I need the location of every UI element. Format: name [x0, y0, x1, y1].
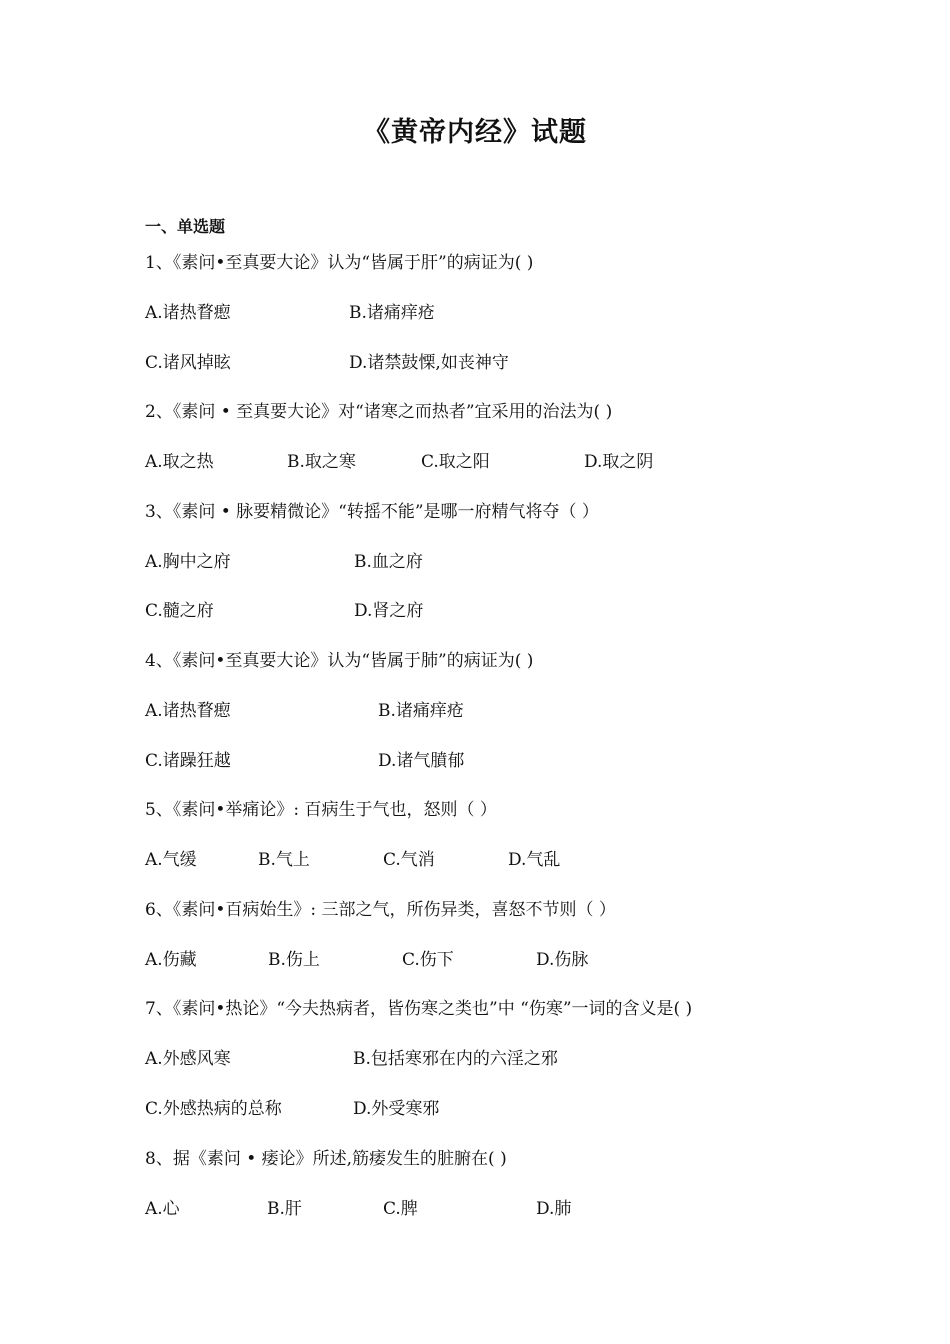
option-a: A.诸热瞀瘛	[145, 701, 231, 721]
option-d: D.外受寒邪	[353, 1099, 440, 1119]
question-stem: 1、《素问•至真要大论》认为“皆属于肝”的病证为( )	[145, 253, 534, 273]
option-c: C.脾	[383, 1199, 418, 1219]
option-c: C.气消	[383, 850, 435, 870]
option-c: C.诸风掉眩	[145, 353, 231, 373]
option-b: B.伤上	[268, 950, 320, 970]
question-stem: 4、《素问•至真要大论》认为“皆属于肺”的病证为( )	[145, 651, 534, 671]
option-b: B.诸痛痒疮	[378, 701, 464, 721]
option-c: C.伤下	[402, 950, 454, 970]
question-stem: 3、《素问 • 脉要精微论》“转摇不能”是哪一府精气将夺（ ）	[145, 502, 599, 522]
option-d: D.气乱	[508, 850, 561, 870]
option-a: A.取之热	[145, 452, 214, 472]
question-stem: 6、《素问•百病始生》: 三部之气，所伤异类，喜怒不节则（ ）	[145, 900, 616, 920]
section-heading: 一、单选题	[145, 217, 226, 236]
question-stem: 8、据《素问 • 痿论》所述,筋痿发生的脏腑在( )	[145, 1149, 507, 1169]
question-stem: 2、《素问 • 至真要大论》对“诸寒之而热者”宜采用的治法为( )	[145, 402, 613, 422]
option-a: A.外感风寒	[145, 1049, 231, 1069]
option-b: B.肝	[267, 1199, 302, 1219]
option-a: A.胸中之府	[145, 552, 231, 572]
option-a: A.心	[145, 1199, 180, 1219]
option-a: A.气缓	[145, 850, 197, 870]
question-stem: 7、《素问•热论》“今夫热病者，皆伤寒之类也”中 “伤寒”一词的含义是( )	[145, 999, 693, 1019]
option-d: D.肺	[536, 1199, 572, 1219]
option-b: B.气上	[258, 850, 310, 870]
option-a: A.诸热瞀瘛	[145, 303, 231, 323]
option-b: B.血之府	[354, 552, 423, 572]
option-d: D.肾之府	[354, 601, 424, 621]
question-stem: 5、《素问•举痛论》: 百病生于气也，怒则（ ）	[145, 800, 497, 820]
option-d: D.诸禁鼓慄,如丧神守	[349, 353, 509, 373]
option-b: B.诸痛痒疮	[349, 303, 435, 323]
page-title: 《黄帝内经》试题	[363, 117, 587, 148]
option-d: D.取之阴	[584, 452, 654, 472]
option-c: C.取之阳	[421, 452, 490, 472]
option-c: C.髓之府	[145, 601, 214, 621]
option-d: D.伤脉	[536, 950, 589, 970]
option-b: B.包括寒邪在内的六淫之邪	[353, 1049, 558, 1069]
option-d: D.诸气膹郁	[378, 751, 465, 771]
option-a: A.伤藏	[145, 950, 197, 970]
option-c: C.诸躁狂越	[145, 751, 231, 771]
option-b: B.取之寒	[287, 452, 356, 472]
option-c: C.外感热病的总称	[145, 1099, 282, 1119]
